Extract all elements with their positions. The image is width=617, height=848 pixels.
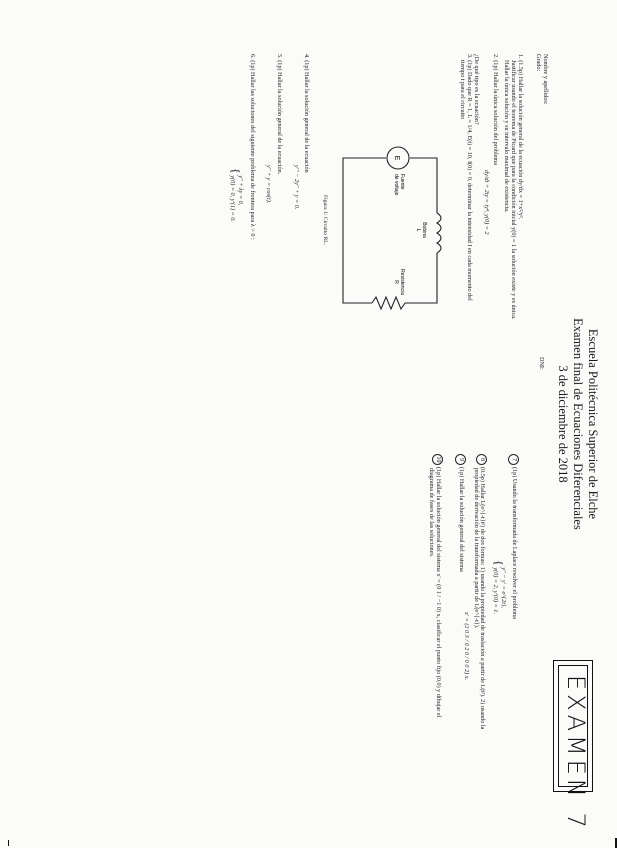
question-9-number: 9 [455,454,466,465]
question-8-number: 8 [476,454,487,465]
question-10-number: 10 [432,454,443,465]
question-10: 10(1p) Hallar la solución general del sistema x' = (0 1 / −1 0) x, clasificar el punto fijo (0,0) y dibujar el [432,454,443,717]
school-name: Escuela Politécnica Superior de Elche [586,328,600,520]
exam-date: 3 de diciembre de 2018 [556,365,570,483]
top-wire [410,158,437,213]
question-9: 9(1p) Hallar la solución general del sistema [455,454,466,572]
resistor-symbol: R [393,280,399,284]
question-9-matrix: x' = (2 0 3 / 0 2 0 / 0 0 2) x. [463,612,470,681]
right-top-wire [405,253,437,303]
dni-field-label: DNI: [538,357,545,370]
question-3: 3. (1p) Dado que R = 1, L = 1/4, E(t) = 10, I(0) = 0, determinar la intensidad I en cada momento del [466,54,473,301]
exam-title: Examen final de Ecuaciones Diferenciales [571,318,585,530]
name-field-label: Nombre y apellidos: [542,54,549,105]
question-7-number: 7 [508,454,519,465]
question-7: 7(1p) Usando la transformada de Laplace resolver el problema [508,454,519,619]
question-10-line2: diagrama de fases de las soluciones. [428,468,435,558]
question-2: 2. (1p) Hallar la única solución del problema [492,54,499,165]
coil-icon [437,213,441,253]
circuit-caption: Figura 1: Circuito RL. [322,195,328,246]
resistor-icon [372,297,405,309]
question-3-line2: tiempo t para el circuito [459,60,466,120]
question-1-line2: Justificar usando el teorema de Picard que para la condición inicial y(0) = 1 la solución existe y es única. [510,60,517,320]
coil-symbol: L [415,228,421,232]
resistor-name: Resistencia [399,269,405,295]
grade-field-label: Grado: [535,54,542,72]
question-1-line3: Hallar la única solución y su intervalo maximal de existencia. [503,60,510,213]
question-6: 6. (1p) Hallar las soluciones del siguiente problema de frontera para λ > 0 : [249,54,256,240]
question-4: 4. (1p) Hallar la solución general de la ecuación [303,54,310,173]
question-5-equation: y'' + y = cos(t). [265,165,272,204]
question-4-equation: y''' − 2y'' + y = 0. [293,165,300,210]
coil-name: Bobina [421,222,427,238]
handwritten-exam-number: EXAMEN 7 [562,675,590,832]
source-name-line2: de voltaje [393,174,399,196]
question-7-equation: { y'' − y' = e^{2t}, y(0) = 2, y'(0) = 1. [492,560,508,614]
exam-number-box [553,660,593,832]
source-name: Fuente [399,174,405,190]
source-symbol: E [393,155,400,161]
scan-mark [8,840,9,846]
question-8-line2: propiedad de derivación de la transformada a partir de L(e^{-t}). [473,468,480,629]
question-2-line2: ¿De qué tipo es la ecuación? [473,54,480,125]
rl-circuit-diagram [335,138,445,328]
question-6-equation: { y'' + λy = 0, y(0) = 0, y'(1) = 0. [229,168,245,222]
question-5: 5. (1p) Hallar la solución general de la ecuación. [276,54,283,175]
question-8: 8(0.5p) Hallar L(e^{-t}t²) de dos formas: 1) usando la propiedad de traslación a partir de L(t²). 2) usando la [476,454,487,729]
question-1: 1. (1.5p) Hallar la solución general de la ecuación dy/dx = 1+x²/y². [517,54,524,220]
question-2-equation: dy/dt + 2ty = ty⁴, y(0) = 2 [483,170,490,235]
bottom-wire [343,158,386,303]
